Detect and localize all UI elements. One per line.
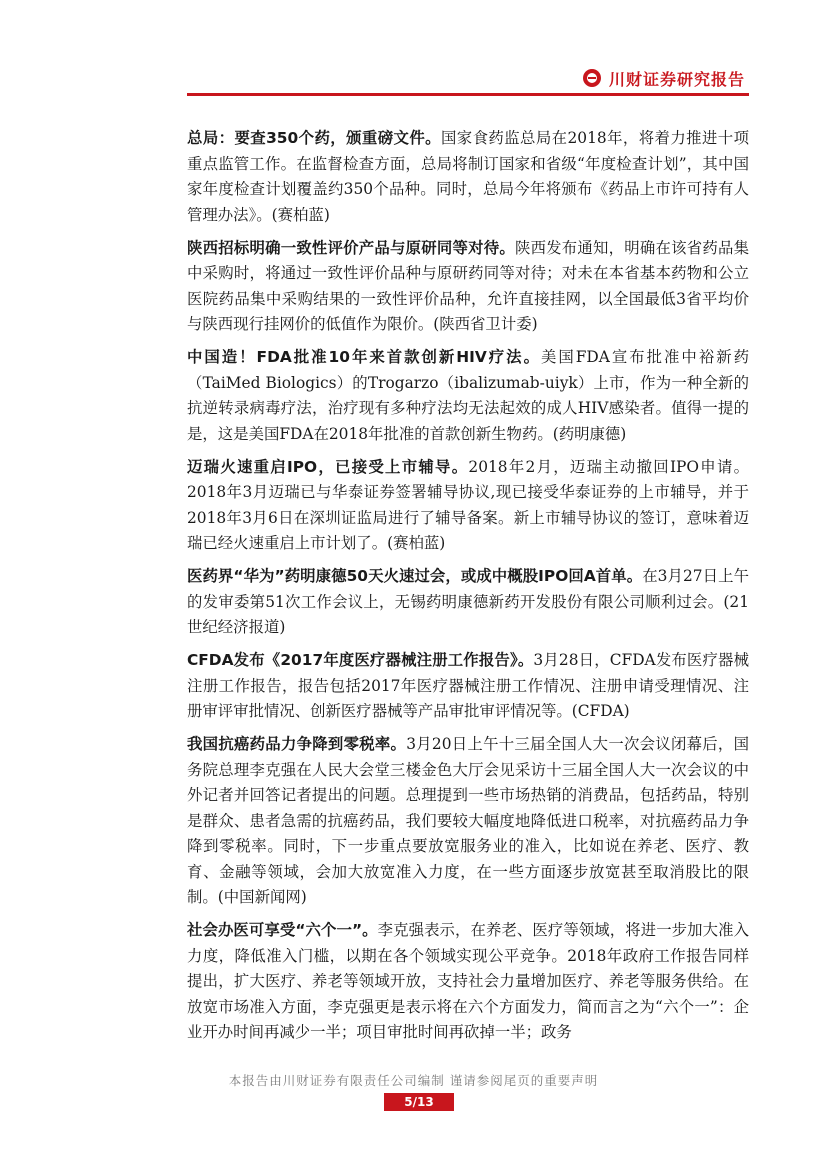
news-headline: CFDA发布《2017年度医疗器械注册工作报告》。 (187, 651, 534, 669)
news-body: 美国FDA宣布批准中裕新药（TaiMed Biologics）的Trogarzo（ibalizumab-uiyk）上市，作为一种全新的抗逆转录病毒疗法，治疗现有多种疗法均无法起效的成人HIV感染者。值得一提的是，这是美国FDA在2018年批准的首款创新生物药。(药明康德) (187, 348, 749, 443)
news-item (187, 564, 749, 641)
company-logo-icon (583, 69, 601, 87)
news-headline: 我国抗癌药品力争降到零税率。 (187, 735, 407, 753)
news-body: 陕西发布通知，明确在该省药品集中采购时，将通过一致性评价品种与原研药同等对待；对未在本省基本药物和公立医院药品集中采购结果的一致性评价品种，允许直接挂网，以全国最低3省平均价与陕西现行挂网价的低值作为限价。(陕西省卫计委) (187, 238, 749, 333)
news-headline: 医药界“华为”药明康德50天火速过会，或成中概股IPO回A首单。 (187, 567, 643, 585)
news-item (187, 732, 749, 911)
news-body: 3月28日，CFDA发布医疗器械注册工作报告，报告包括2017年医疗器械注册工作情况、注册申请受理情况、注册审评审批情况、创新医疗器械等产品审批审评情况等。(CFDA) (187, 651, 749, 720)
news-headline: 总局：要查350个药，颁重磅文件。 (187, 129, 441, 147)
news-body: 李克强表示，在养老、医疗等领域，将进一步加大准入力度，降低准入门槛，以期在各个领域实现公平竞争。2018年政府工作报告同样提出，扩大医疗、养老等领域开放，支持社会力量增加医疗、养老等服务供给。在放宽市场准入方面，李克强更是表示将在六个方面发力，简而言之为“六个一”：企业开办时间再减少一半；项目审批时间再砍掉一半；政务 (187, 921, 749, 1041)
news-item (187, 236, 749, 338)
news-body: 国家食药监总局在2018年，将着力推进十项重点监管工作。在监督检查方面，总局将制订国家和省级“年度检查计划”，其中国家年度检查计划覆盖约350个品种。同时，总局今年将颁布《药品上市许可持有人管理办法》。(赛柏蓝) (187, 129, 749, 224)
news-headline: 社会办医可享受“六个一”。 (187, 921, 378, 939)
news-item (187, 345, 749, 447)
footer-disclaimer: 本报告由川财证券有限责任公司编制 谨请参阅尾页的重要声明 (228, 1073, 599, 1088)
news-item (187, 918, 749, 1046)
news-body: 2018年2月，迈瑞主动撤回IPO申请。2018年3月迈瑞已与华泰证券签署辅导协议,现已接受华泰证券的上市辅导，并于2018年3月6日在深圳证监局进行了辅导备案。新上市辅导协议的签订，意味着迈瑞已经火速重启上市计划了。(赛柏蓝) (187, 457, 750, 552)
news-headline: 迈瑞火速重启IPO，已接受上市辅导。 (187, 457, 469, 476)
brand-title: 川财证券研究报告 (609, 69, 746, 89)
report-header (583, 66, 745, 90)
news-item (187, 648, 749, 725)
news-body: 3月20日上午十三届全国人大一次会议闭幕后，国务院总理李克强在人民大会堂三楼金色大厅会见采访十三届全国人大一次会议的中外记者并回答记者提出的问题。总理提到一些市场热销的消费品，包括药品，特别是群众、患者急需的抗癌药品，我们要较大幅度地降低进口税率，对抗癌药品力争降到零税率。同时，下一步重点要放宽服务业的准入，比如说在养老、医疗、教育、金融等领域，会加大放宽准入力度，在一些方面逐步放宽甚至取消股比的限制。(中国新闻网) (187, 735, 749, 906)
news-body: 在3月27日上午的发审委第51次工作会议上，无锡药明康德新药开发股份有限公司顺利过会。(21世纪经济报道) (187, 567, 749, 636)
news-headline: 陕西招标明确一致性评价产品与原研同等对待。 (187, 238, 515, 257)
news-item (187, 455, 749, 557)
news-item (187, 126, 749, 228)
news-content (187, 126, 749, 1053)
news-headline: 中国造！FDA批准10年来首款创新HIV疗法。 (187, 348, 541, 366)
page-number: 5/13 (384, 1093, 454, 1111)
header-divider (187, 93, 749, 96)
